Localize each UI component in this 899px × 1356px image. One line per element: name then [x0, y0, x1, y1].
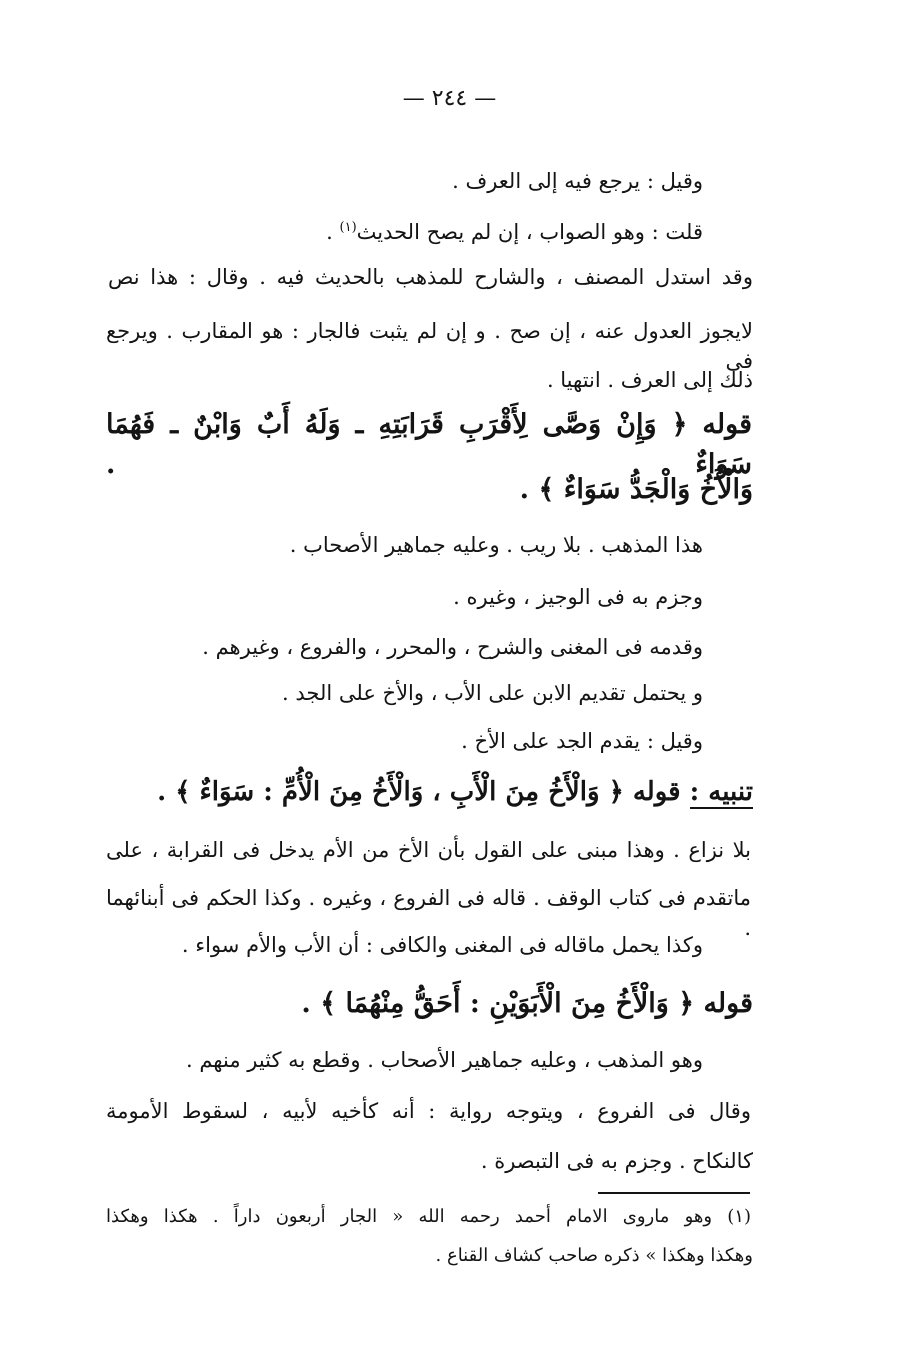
footnote-line: وهكذا وهكذا » ذكره صاحب كشاف القناع . — [435, 1245, 753, 1266]
text-line — [326, 213, 703, 247]
text-line: وقدمه فى المغنى والشرح ، والمحرر ، والفروع ، وغيرهم . — [202, 635, 703, 659]
footnote-reference: (١) — [339, 220, 357, 235]
tanbih-text: قوله ﴿ وَالْأَخُ مِنَ الْأَبِ ، وَالْأَخُ مِنَ الْأُمِّ : سَوَاءٌ ﴾ . — [157, 777, 690, 807]
text-line: وكذا يحمل ماقاله فى المغنى والكافى : أن الأب والأم سواء . — [181, 933, 703, 957]
section-heading: قوله ﴿ وَالْأَخُ مِنَ الْأَبَوَيْنِ : أَحَقُّ مِنْهُمَا ﴾ . — [301, 988, 753, 1019]
text-line: ذلك إلى العرف . انتهيا . — [546, 368, 753, 392]
text-line: و يحتمل تقديم الابن على الأب ، والأخ على الجد . — [282, 681, 703, 705]
text-line: وقال فى الفروع ، ويتوجه رواية : أنه كأخيه لأبيه ، لسقوط الأمومة — [106, 1099, 751, 1123]
text-line: وجزم به فى الوجيز ، وغيره . — [453, 585, 703, 609]
page-number: — ٢٤٤ — — [402, 86, 497, 111]
text-line: لايجوز العدول عنه ، إن صح . و إن لم يثبت فالجار : هو المقارب . ويرجع فى — [106, 319, 753, 373]
section-heading: قوله ﴿ وَإِنْ وَصَّى لِأَقْرَبِ قَرَابَتِهِ ـ وَلَهُ أَبٌ وَابْنٌ ـ فَهُمَا سَوَاءٌ . — [106, 409, 752, 480]
text-line: بلا نزاع . وهذا مبنى على القول بأن الأخ من الأم يدخل فى القرابة ، على — [106, 838, 751, 862]
section-heading: وَالْأَخُ وَالْجَدُّ سَوَاءٌ ﴾ . — [519, 474, 753, 505]
text-line: كالنكاح . وجزم به فى التبصرة . — [480, 1149, 753, 1173]
text-line-body: قلت : وهو الصواب ، إن لم يصح الحديث — [356, 220, 703, 244]
footnote-line: (١) وهو ماروى الامام أحمد رحمه الله « الجار أربعون داراً . هكذا وهكذا — [106, 1206, 751, 1227]
tanbih-heading — [157, 772, 753, 812]
tanbih-label: تنبيه : — [689, 777, 753, 807]
text-line: وهو المذهب ، وعليه جماهير الأصحاب . وقطع به كثير منهم . — [185, 1048, 703, 1072]
text-line: وقيل : يقدم الجد على الأخ . — [461, 729, 703, 753]
text-line: وقيل : يرجع فيه إلى العرف . — [452, 169, 703, 193]
text-line: وقد استدل المصنف ، والشارح للمذهب بالحديث فيه . وقال : هذا نص — [108, 265, 753, 289]
text-line: هذا المذهب . بلا ريب . وعليه جماهير الأصحاب . — [289, 533, 703, 557]
footnote-divider — [598, 1192, 750, 1194]
text-line-end: . — [326, 220, 340, 244]
text-line: ماتقدم فى كتاب الوقف . قاله فى الفروع ، وغيره . وكذا الحكم فى أبنائهما . — [106, 886, 751, 940]
